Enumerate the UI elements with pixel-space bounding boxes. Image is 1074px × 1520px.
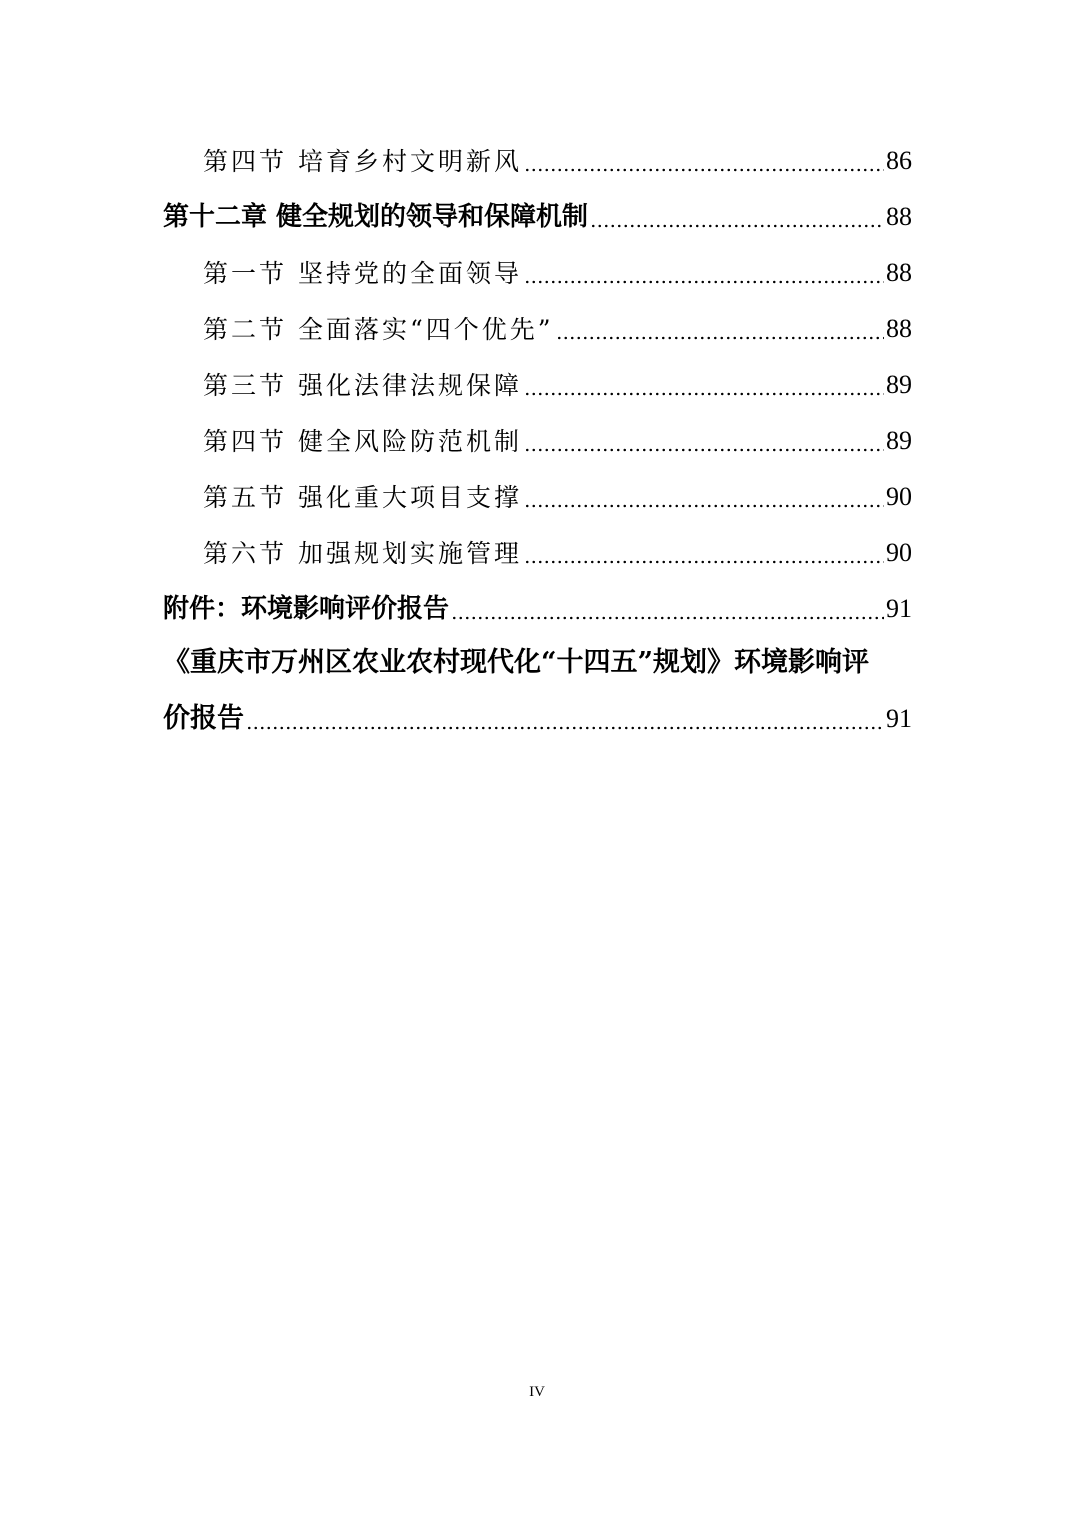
toc-leader-dots	[246, 726, 884, 730]
toc-entry-title: 第六节 加强规划实施管理	[203, 539, 522, 568]
toc-entry-report-continued[interactable]	[163, 688, 912, 744]
toc-entry-page: 90	[886, 538, 912, 567]
toc-leader-dots	[524, 504, 884, 508]
toc-leader-dots	[590, 224, 884, 228]
toc-entry-title: 第一节 坚持党的全面领导	[203, 259, 522, 288]
toc-entry-page: 90	[886, 482, 912, 511]
toc-entry-title: 第十二章 健全规划的领导和保障机制	[163, 202, 589, 232]
toc-entry-title: 第五节 强化重大项目支撑	[203, 483, 522, 512]
toc-leader-dots	[556, 336, 884, 340]
toc-entry-title-line1: 《重庆市万州区农业农村现代化“十四五”规划》环境影响评	[163, 647, 870, 678]
toc-entry-title: 第四节 培育乡村文明新风	[203, 147, 522, 176]
toc-entry-section[interactable]	[163, 354, 912, 410]
toc-leader-dots	[451, 616, 884, 620]
toc-entry-report[interactable]	[163, 634, 912, 688]
toc-entry-section[interactable]	[163, 130, 912, 186]
toc-entry-section[interactable]	[163, 522, 912, 578]
toc-entry-title: 第二节 全面落实“四个优先”	[203, 315, 554, 344]
toc-leader-dots	[524, 448, 884, 452]
toc-entry-section[interactable]	[163, 298, 912, 354]
toc-leader-dots	[524, 560, 884, 564]
toc-leader-dots	[524, 168, 884, 172]
toc-entry-page: 91	[886, 594, 912, 623]
toc-entry-title: 第三节 强化法律法规保障	[203, 371, 522, 400]
toc-entry-title-line2: 价报告	[163, 703, 244, 734]
toc-entry-appendix[interactable]	[163, 578, 912, 634]
toc-entry-section[interactable]	[163, 242, 912, 298]
toc-entry-page: 88	[886, 314, 912, 343]
toc-entry-section[interactable]	[163, 410, 912, 466]
toc-entry-page: 91	[886, 704, 912, 733]
toc-entry-page: 89	[886, 426, 912, 455]
page-number-footer: IV	[529, 1384, 545, 1400]
toc-entry-page: 88	[886, 202, 912, 231]
toc-entry-title: 第四节 健全风险防范机制	[203, 427, 522, 456]
toc-entry-chapter[interactable]	[163, 186, 912, 242]
toc-leader-dots	[524, 280, 884, 284]
toc-leader-dots	[524, 392, 884, 396]
toc-entry-page: 86	[886, 146, 912, 175]
toc-entry-section[interactable]	[163, 466, 912, 522]
toc-entry-title: 附件：环境影响评价报告	[163, 594, 450, 624]
toc-entry-page: 89	[886, 370, 912, 399]
table-of-contents	[163, 130, 912, 744]
toc-entry-page: 88	[886, 258, 912, 287]
